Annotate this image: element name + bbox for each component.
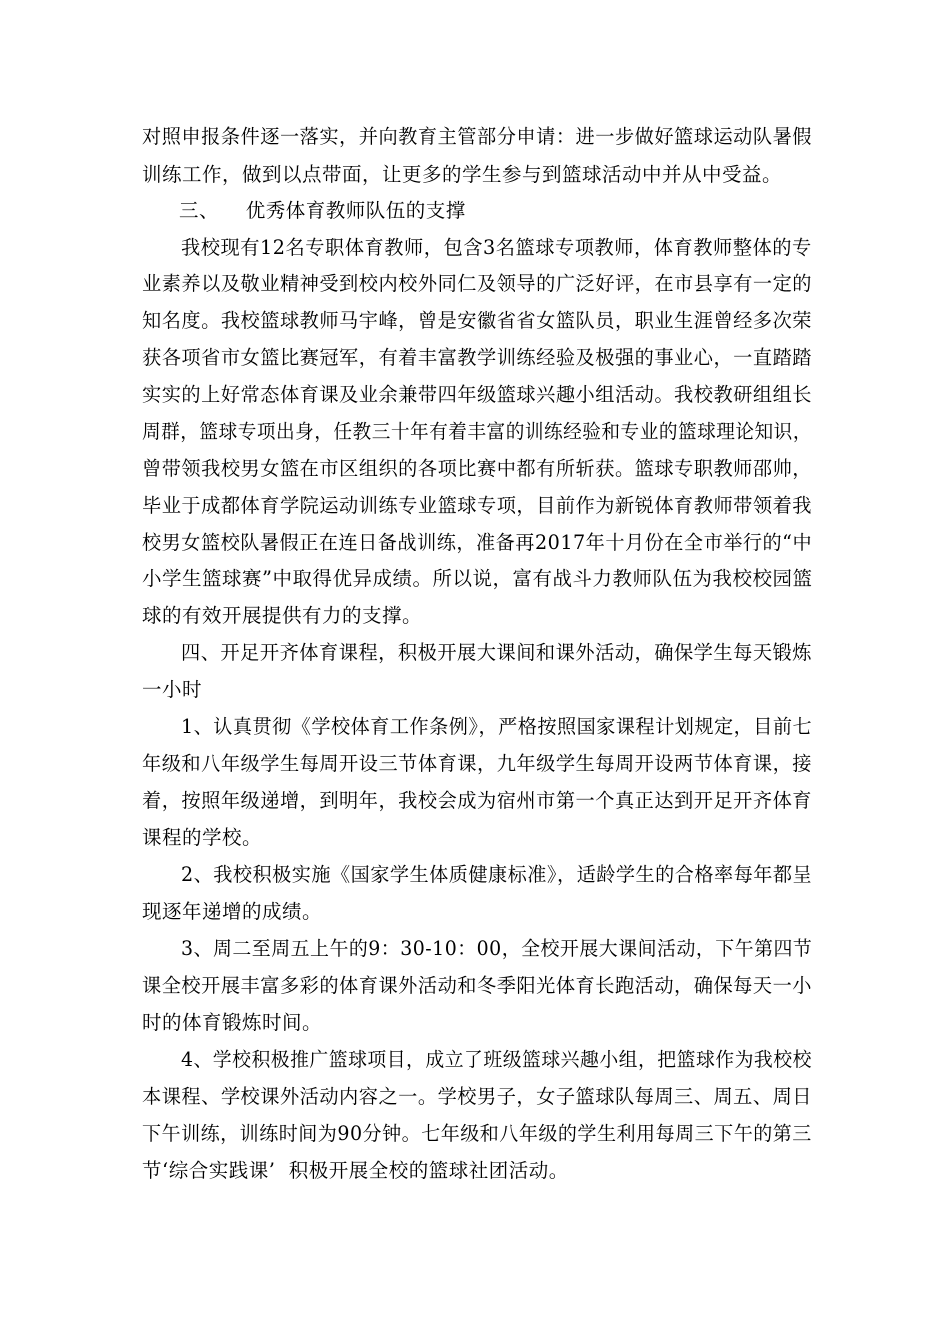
- text-line-4: 我校现有12名专职体育教师，包含3名篮球专项教师，体育教师整体的专: [181, 236, 812, 259]
- text-line-18: 年级和八年级学生每周开设三节体育课，九年级学生每周开设两节体育课，接: [142, 752, 813, 775]
- text-line-25: 时的体育锻炼时间。: [142, 1011, 323, 1034]
- text-line-24: 课全校开展丰富多彩的体育课外活动和冬季阳光体育长跑活动，确保每天一小: [142, 974, 813, 997]
- text-line-21: 2、我校积极实施《国家学生体质健康标准》，适龄学生的合格率每年都呈: [181, 863, 813, 886]
- text-line-26: 4、学校积极推广篮球项目，成立了班级篮球兴趣小组，把篮球作为我校校: [181, 1048, 812, 1071]
- text-line-23: 3、周二至周五上午的9：30-10：00，全校开展大课间活动，下午第四节: [181, 937, 813, 960]
- text-line-16: 一小时: [142, 678, 203, 701]
- text-line-8: 实实的上好常态体育课及业余兼带四年级篮球兴趣小组活动。我校教研组组长: [142, 383, 813, 406]
- text-line-10: 曾带领我校男女篮在市区组织的各项比赛中都有所斩获。篮球专职教师邵帅，: [142, 457, 813, 480]
- text-line-14: 球的有效开展提供有力的支撑。: [142, 604, 423, 627]
- text-line-13: 小学生篮球赛”中取得优异成绩。所以说，富有战斗力教师队伍为我校校园篮: [142, 567, 813, 590]
- text-line-27: 本课程、学校课外活动内容之一。学校男子，女子篮球队每周三、周五、周日: [142, 1085, 813, 1108]
- text-line-2: 训练工作，做到以点带面，让更多的学生参与到篮球活动中并从中受益。: [142, 163, 783, 186]
- text-line-22: 现逐年递增的成绩。: [142, 900, 323, 923]
- text-line-19: 着，按照年级递增，到明年，我校会成为宿州市第一个真正达到开足开齐体育: [142, 789, 813, 812]
- text-line-11: 毕业于成都体育学院运动训练专业篮球专项，目前作为新锐体育教师带领着我: [142, 494, 813, 517]
- text-line-28: 下午训练，训练时间为90分钟。七年级和八年级的学生利用每周三下午的第三: [142, 1122, 812, 1145]
- text-line-17: 1、认真贯彻《学校体育工作条例》，严格按照国家课程计划规定，目前七: [181, 715, 813, 738]
- text-line-6: 知名度。我校篮球教师马宇峰，曾是安徽省省女篮队员，职业生涯曾经多次荣: [142, 309, 813, 332]
- section-heading-3: 三、 优秀体育教师队伍的支撑: [179, 199, 466, 222]
- text-line-7: 获各项省市女篮比赛冠军，有着丰富教学训练经验及极强的事业心，一直踏踏: [142, 346, 813, 369]
- section-heading-15: 四、开足开齐体育课程，积极开展大课间和课外活动，确保学生每天锻炼: [181, 641, 812, 664]
- text-line-20: 课程的学校。: [142, 826, 263, 849]
- text-line-1: 对照申报条件逐一落实，并向教育主管部分申请：进一步做好篮球运动队暑假: [142, 125, 813, 148]
- text-line-12: 校男女篮校队暑假正在连日备战训练，准备再2017年十月份在全市举行的“中: [142, 531, 813, 554]
- text-line-29: 节‘综合实践课’ 积极开展全校的篮球社团活动。: [142, 1159, 569, 1182]
- text-line-9: 周群，篮球专项出身，任教三十年有着丰富的训练经验和专业的篮球理论知识，: [142, 420, 812, 443]
- text-line-5: 业素养以及敬业精神受到校内校外同仁及领导的广泛好评，在市县享有一定的: [142, 272, 813, 295]
